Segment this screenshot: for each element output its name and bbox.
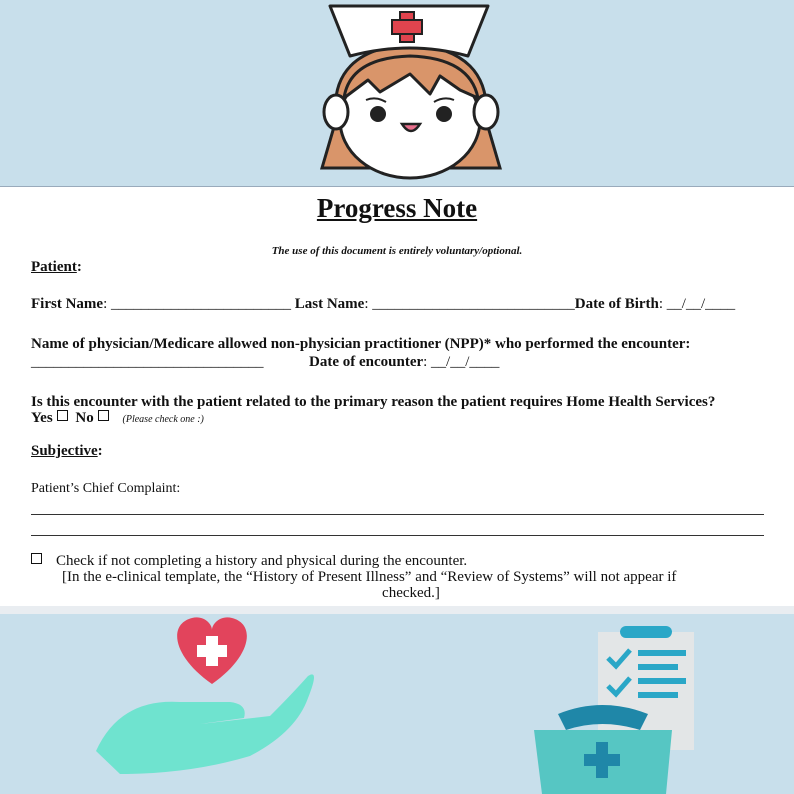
subjective-heading-colon: : bbox=[97, 443, 103, 459]
check-one-hint: (Please check one :) bbox=[122, 414, 204, 425]
no-label: No bbox=[75, 410, 94, 426]
yes-label: Yes bbox=[31, 410, 53, 426]
bottom-decorative-band bbox=[0, 606, 794, 794]
patient-heading-colon: : bbox=[76, 259, 82, 275]
chief-complaint-label: Patient’s Chief Complaint: bbox=[31, 481, 181, 496]
patient-heading: Patient bbox=[31, 259, 77, 275]
voluntary-note: The use of this document is entirely voluntary/optional. bbox=[271, 245, 523, 257]
chief-complaint-line-2[interactable] bbox=[31, 535, 764, 536]
home-health-question: Is this encounter with the patient related to the primary reason the patient requires Home Health Services? bbox=[31, 394, 716, 410]
yes-no-row bbox=[31, 410, 204, 427]
no-checkbox[interactable] bbox=[98, 410, 109, 421]
last-name-field[interactable]: : ___________________________ bbox=[364, 296, 575, 312]
yes-checkbox[interactable] bbox=[57, 410, 68, 421]
heart-hand-icon bbox=[80, 606, 440, 794]
top-decorative-band bbox=[0, 0, 794, 186]
physician-field[interactable]: _______________________________ bbox=[31, 354, 264, 370]
progress-note-document bbox=[0, 186, 794, 607]
last-name-label: Last Name bbox=[294, 296, 365, 312]
physician-row bbox=[31, 354, 499, 371]
first-name-field[interactable]: : ________________________ bbox=[103, 296, 291, 312]
dob-label: Date of Birth bbox=[574, 296, 659, 312]
history-checkbox-label: Check if not completing a history and physical during the encounter. bbox=[56, 553, 468, 569]
patient-heading-row bbox=[31, 259, 82, 276]
subjective-heading-row bbox=[31, 443, 103, 460]
nurse-avatar-icon bbox=[0, 0, 794, 186]
history-checkbox-row bbox=[31, 553, 467, 570]
encounter-date-field[interactable]: : __/__/____ bbox=[423, 354, 500, 370]
history-checkbox[interactable] bbox=[31, 553, 42, 564]
chief-complaint-line-1[interactable] bbox=[31, 514, 764, 515]
dob-field[interactable]: : __/__/____ bbox=[658, 296, 736, 312]
first-name-label: First Name bbox=[31, 296, 104, 312]
patient-names-row bbox=[31, 296, 735, 313]
encounter-date-label: Date of encounter bbox=[309, 354, 424, 370]
template-note-line-1: [In the e-clinical template, the “History of Present Illness” and “Review of Systems” will not appear if bbox=[62, 569, 677, 585]
page-title: Progress Note bbox=[316, 193, 478, 223]
physician-question: Name of physician/Medicare allowed non-physician practitioner (NPP)* who performed the encounter: bbox=[31, 336, 691, 352]
clipboard-cap-icon bbox=[520, 606, 720, 794]
subjective-heading: Subjective bbox=[31, 443, 98, 459]
template-note-line-2: checked.] bbox=[382, 585, 440, 601]
